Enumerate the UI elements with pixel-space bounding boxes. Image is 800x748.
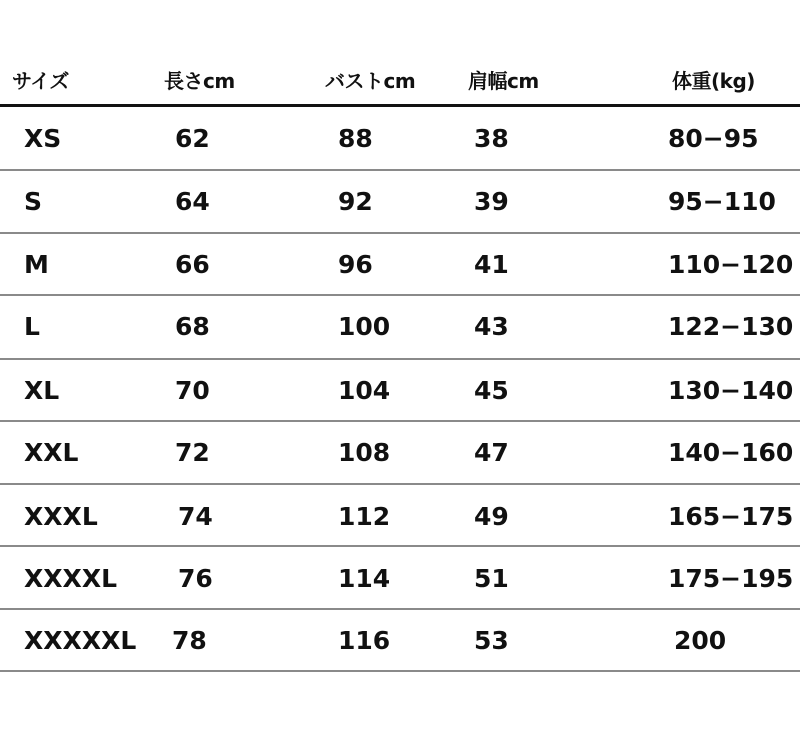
- table-row: [0, 234, 800, 296]
- shoulder-cell: 38: [474, 124, 509, 153]
- bust-cell: 112: [338, 502, 391, 531]
- bust-cell: 96: [338, 250, 373, 279]
- table-row: [0, 422, 800, 484]
- bust-cell: 108: [338, 438, 391, 467]
- size-cell: XL: [24, 376, 60, 405]
- header-divider: [0, 104, 800, 107]
- weight-cell: 110−120: [668, 250, 794, 279]
- shoulder-cell: 47: [474, 438, 509, 467]
- row-divider: [0, 670, 800, 672]
- row-divider: [0, 483, 800, 485]
- bust-cell: 92: [338, 187, 373, 216]
- size-cell: XXL: [24, 438, 79, 467]
- size-cell: M: [24, 250, 49, 279]
- length-cell: 76: [178, 564, 213, 593]
- weight-cell: 140−160: [668, 438, 794, 467]
- table-row: [0, 171, 800, 233]
- table-row: [0, 360, 800, 422]
- shoulder-cell: 39: [474, 187, 509, 216]
- weight-cell: 175−195: [668, 564, 794, 593]
- size-cell: XS: [24, 124, 62, 153]
- weight-cell: 95−110: [668, 187, 776, 216]
- shoulder-cell: 51: [474, 564, 509, 593]
- size-cell: XXXXXL: [24, 626, 137, 655]
- shoulder-cell: 41: [474, 250, 509, 279]
- row-divider: [0, 545, 800, 547]
- shoulder-cell: 43: [474, 312, 509, 341]
- weight-cell: 130−140: [668, 376, 794, 405]
- length-cell: 70: [175, 376, 210, 405]
- header-weight: 体重(kg): [672, 69, 755, 93]
- bust-cell: 114: [338, 564, 391, 593]
- weight-cell: 200: [674, 626, 727, 655]
- shoulder-cell: 53: [474, 626, 509, 655]
- weight-cell: 165−175: [668, 502, 794, 531]
- weight-cell: 80−95: [668, 124, 759, 153]
- header-bust: バストcm: [325, 69, 416, 93]
- length-cell: 74: [178, 502, 213, 531]
- header-length: 長さcm: [164, 69, 235, 93]
- shoulder-cell: 45: [474, 376, 509, 405]
- table-header-row: [0, 55, 800, 100]
- header-shoulder: 肩幅cm: [468, 69, 539, 93]
- table-row: [0, 548, 800, 610]
- bust-cell: 104: [338, 376, 391, 405]
- table-row: [0, 296, 800, 358]
- size-cell: S: [24, 187, 43, 216]
- table-row: [0, 486, 800, 548]
- length-cell: 64: [175, 187, 210, 216]
- size-cell: XXXL: [24, 502, 98, 531]
- bust-cell: 88: [338, 124, 373, 153]
- length-cell: 68: [175, 312, 210, 341]
- weight-cell: 122−130: [668, 312, 794, 341]
- length-cell: 72: [175, 438, 210, 467]
- table-row: [0, 108, 800, 170]
- length-cell: 62: [175, 124, 210, 153]
- length-cell: 66: [175, 250, 210, 279]
- header-size: サイズ: [12, 69, 69, 93]
- bust-cell: 100: [338, 312, 391, 341]
- size-cell: L: [24, 312, 40, 341]
- bust-cell: 116: [338, 626, 391, 655]
- size-cell: XXXXL: [24, 564, 118, 593]
- shoulder-cell: 49: [474, 502, 509, 531]
- table-row: [0, 610, 800, 672]
- length-cell: 78: [172, 626, 207, 655]
